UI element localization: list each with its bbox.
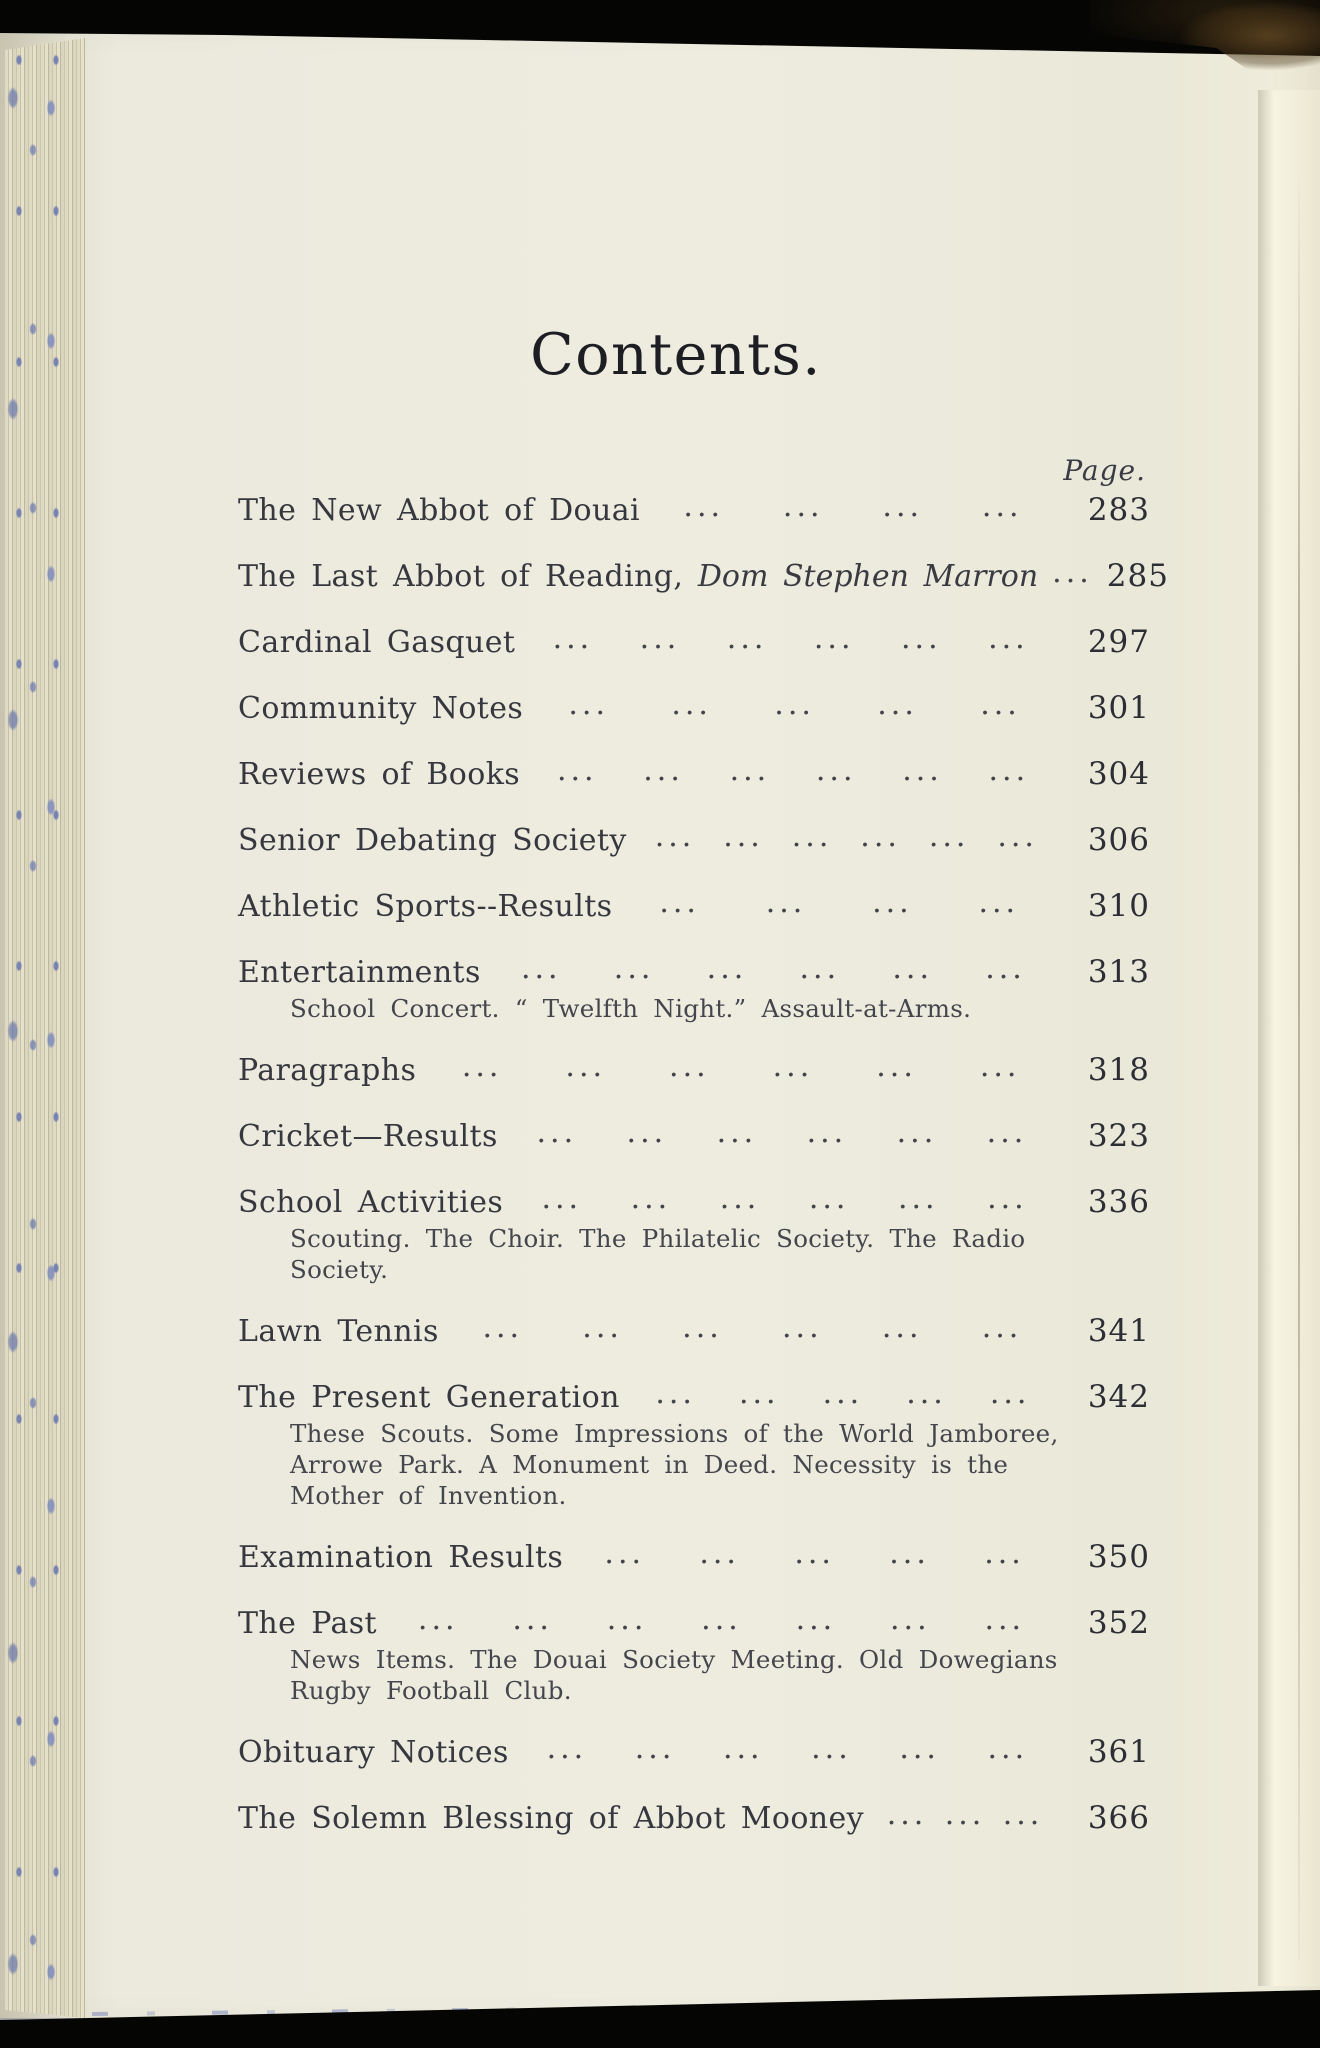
toc-entry-row — [238, 755, 1150, 794]
toc-leader-dots — [439, 1310, 1066, 1351]
toc-entry-page-number: 350 — [1087, 1539, 1150, 1575]
toc-entry — [238, 491, 1150, 530]
toc-entry — [238, 1378, 1150, 1511]
leader-dot-group: ... — [654, 819, 696, 854]
leader-dot-group: ... — [659, 885, 700, 920]
toc-entry-row — [238, 623, 1150, 662]
toc-entry-page-number: 361 — [1087, 1734, 1150, 1770]
toc-entry — [238, 821, 1150, 860]
leader-dot-group: ... — [881, 1310, 923, 1345]
toc-leader-dots — [377, 1602, 1066, 1643]
toc-entry-row — [238, 1051, 1150, 1090]
toc-entry-label: Athletic Sports--Results — [238, 889, 613, 924]
toc-entry-label: Examination Results — [238, 1540, 564, 1575]
toc-leader-dots — [1038, 555, 1107, 596]
toc-entry — [238, 887, 1150, 926]
toc-entry-page-number: 323 — [1087, 1118, 1150, 1154]
leader-dot-group: ... — [417, 1602, 459, 1637]
leader-dot-group: ... — [726, 621, 768, 656]
toc-entry-label: Obituary Notices — [238, 1735, 509, 1770]
leader-dot-group: ... — [860, 819, 901, 854]
toc-entry — [238, 1051, 1150, 1090]
toc-entry-page-number: 285 — [1106, 558, 1169, 594]
toc-entry — [238, 689, 1150, 728]
toc-entry-page-number: 301 — [1087, 690, 1150, 726]
toc-entry-row — [238, 1117, 1150, 1156]
page-column-header: Page. — [1063, 454, 1146, 487]
toc-leader-dots — [416, 1049, 1066, 1090]
leader-dot-group: ... — [886, 1797, 928, 1832]
leader-dot-group: ... — [604, 1536, 646, 1571]
leader-dot-group: ... — [987, 1181, 1028, 1216]
toc-entry-label: Cardinal Gasquet — [238, 625, 516, 660]
toc-entry-row — [238, 1799, 1150, 1838]
toc-leader-dots — [612, 885, 1066, 926]
leader-dot-group: ... — [520, 951, 562, 986]
toc-entry — [238, 1183, 1150, 1285]
leader-dot-group: ... — [896, 1115, 938, 1150]
leader-dot-group: ... — [655, 1376, 696, 1411]
toc-entry-label: Cricket—Results — [238, 1119, 498, 1154]
leader-dot-group: ... — [889, 1536, 930, 1571]
toc-entry-row — [238, 1183, 1150, 1222]
toc-entry-row — [238, 491, 1150, 530]
stacked-page-edges — [5, 38, 85, 2018]
toc-subtext-line: These Scouts. Some Impressions of the World Jamboree, — [290, 1419, 1059, 1448]
leader-dot-group: ... — [701, 1602, 742, 1637]
toc-list — [238, 489, 1169, 1838]
toc-entry-subtext — [238, 1418, 1150, 1511]
leader-dot-group: ... — [984, 1602, 1026, 1637]
leader-dot-group: ... — [906, 1376, 947, 1411]
leader-dot-group: ... — [890, 1602, 931, 1637]
leader-dot-group: ... — [719, 1181, 761, 1216]
leader-dot-group: ... — [634, 1731, 676, 1766]
toc-leader-dots — [563, 1536, 1066, 1577]
toc-entry-label: Entertainments — [238, 955, 481, 990]
leader-dot-group: ... — [606, 1602, 648, 1637]
leader-dot-group: ... — [565, 1049, 607, 1084]
leader-dot-group: ... — [897, 1181, 939, 1216]
book-page — [0, 30, 1320, 2020]
leader-dot-group: ... — [901, 621, 942, 656]
toc-subtext-line: Arrowe Park. A Monument in Deed. Necessity is the — [290, 1450, 1009, 1479]
toc-entry-row — [238, 1538, 1150, 1577]
leader-dot-group: ... — [876, 1049, 917, 1084]
leader-dot-group: ... — [791, 819, 833, 854]
leader-dot-group: ... — [706, 951, 748, 986]
leader-dot-group: ... — [582, 1310, 623, 1345]
leader-dot-group: ... — [987, 1731, 1029, 1766]
toc-leader-dots — [523, 687, 1066, 728]
leader-dot-group: ... — [795, 1602, 837, 1637]
leader-dot-group: ... — [981, 1310, 1023, 1345]
leader-dot-group: ... — [772, 1049, 814, 1084]
toc-entry-page-number: 341 — [1087, 1313, 1150, 1349]
leader-dot-group: ... — [683, 489, 725, 524]
leader-dot-group: ... — [799, 951, 841, 986]
leader-dot-group: ... — [738, 1376, 780, 1411]
toc-entry-page-number: 366 — [1087, 1800, 1150, 1836]
toc-entry-label: The Last Abbot of Reading, — [238, 559, 684, 594]
leader-dot-group: ... — [699, 1536, 740, 1571]
toc-entry-page-number: 310 — [1087, 888, 1150, 924]
leader-dot-group: ... — [806, 1115, 848, 1150]
leader-dot-group: ... — [794, 1536, 835, 1571]
leader-dot-group: ... — [944, 1797, 986, 1832]
toc-subtext-line: Scouting. The Choir. The Philatelic Society. The Radio — [290, 1224, 1026, 1253]
toc-leader-dots — [864, 1797, 1066, 1838]
toc-entry — [238, 1117, 1150, 1156]
leader-dot-group: ... — [546, 1731, 588, 1766]
leader-dot-group: ... — [980, 687, 1021, 722]
toc-leader-dots — [620, 1376, 1066, 1417]
toc-entry-row — [238, 1733, 1150, 1772]
toc-entry-row — [238, 689, 1150, 728]
toc-subtext-line: School Concert. “ Twelfth Night.” Assault-at-Arms. — [290, 994, 972, 1023]
leader-dot-group: ... — [808, 1181, 850, 1216]
toc-entry-page-number: 336 — [1087, 1184, 1150, 1220]
leader-dot-group: ... — [984, 1536, 1025, 1571]
toc-entry-row — [238, 1378, 1150, 1417]
leader-dot-group: ... — [568, 687, 609, 722]
toc-entry — [238, 623, 1150, 662]
leader-dot-group: ... — [1002, 1797, 1044, 1832]
leader-dot-group: ... — [985, 951, 1026, 986]
leader-dot-group: ... — [556, 753, 598, 788]
leader-dot-group: ... — [928, 819, 970, 854]
leader-dot-group: ... — [979, 1049, 1021, 1084]
toc-entry-row — [238, 821, 1150, 860]
leader-dot-group: ... — [822, 1376, 864, 1411]
toc-entry-label: The Past — [238, 1606, 377, 1641]
leader-dot-group: ... — [774, 687, 815, 722]
toc-entry-page-number: 313 — [1087, 954, 1150, 990]
toc-entry-page-number: 352 — [1087, 1605, 1150, 1641]
toc-entry — [238, 555, 1169, 596]
leader-dot-group: ... — [981, 489, 1023, 524]
toc-leader-dots — [520, 753, 1066, 794]
leader-dot-group: ... — [729, 753, 771, 788]
toc-entry-row — [238, 1604, 1150, 1643]
leader-dot-group: ... — [722, 1731, 764, 1766]
leader-dot-group: ... — [613, 951, 655, 986]
toc-entry-row — [238, 555, 1169, 596]
toc-entry-label: The Solemn Blessing of Abbot Mooney — [238, 1801, 865, 1836]
toc-entry-page-number: 283 — [1087, 492, 1150, 528]
toc-entry-page-number: 318 — [1087, 1052, 1150, 1088]
toc-entry — [238, 953, 1150, 1024]
toc-entry-page-number: 342 — [1087, 1379, 1150, 1415]
leader-dot-group: ... — [643, 753, 684, 788]
leader-dot-group: ... — [988, 753, 1030, 788]
toc-entry-label: Lawn Tennis — [238, 1314, 439, 1349]
toc-entry — [238, 755, 1150, 794]
toc-leader-dots — [509, 1731, 1066, 1772]
page-crease — [1298, 160, 1300, 1960]
leader-dot-group: ... — [811, 1731, 852, 1766]
leader-dot-group: ... — [461, 1049, 503, 1084]
toc-subtext-line: News Items. The Douai Society Meeting. Old Dowegians — [290, 1645, 1058, 1674]
leader-dot-group: ... — [639, 621, 681, 656]
leader-dot-group: ... — [997, 819, 1038, 854]
leader-dot-group: ... — [988, 621, 1029, 656]
toc-entry-subtext — [238, 1223, 1150, 1285]
toc-leader-dots — [627, 819, 1066, 860]
toc-entry-subtext — [238, 1644, 1150, 1706]
toc-entry — [238, 1312, 1150, 1351]
toc-entry — [238, 1538, 1150, 1577]
leader-dot-group: ... — [782, 489, 824, 524]
leader-dot-group: ... — [716, 1115, 758, 1150]
leader-dot-group: ... — [815, 753, 857, 788]
toc-entry-label: School Activities — [238, 1185, 504, 1220]
leader-dot-group: ... — [986, 1115, 1028, 1150]
leader-dot-group: ... — [669, 1049, 710, 1084]
leader-dot-group: ... — [902, 753, 943, 788]
leader-dot-group: ... — [723, 819, 764, 854]
leader-dot-group: ... — [671, 687, 712, 722]
leader-dot-group: ... — [813, 621, 855, 656]
toc-entry-row — [238, 953, 1150, 992]
table-of-contents — [238, 322, 1169, 1865]
toc-entry — [238, 1733, 1150, 1772]
toc-entry-label: The New Abbot of Douai — [238, 493, 640, 528]
leader-dot-group: ... — [512, 1602, 553, 1637]
toc-entry-label-italic: Dom Stephen Marron — [683, 559, 1039, 594]
leader-dot-group: ... — [536, 1115, 578, 1150]
toc-entry — [238, 1604, 1150, 1706]
leader-dot-group: ... — [989, 1376, 1031, 1411]
toc-entry-subtext — [238, 993, 1150, 1024]
toc-subtext-line: Mother of Invention. — [290, 1481, 567, 1510]
toc-subtext-line: Society. — [290, 1255, 389, 1284]
leader-dot-group: ... — [541, 1181, 583, 1216]
toc-entry-row — [238, 887, 1150, 926]
toc-subtext-line: Rugby Football Club. — [290, 1676, 572, 1705]
toc-entry-label: Community Notes — [238, 691, 524, 726]
leader-dot-group: ... — [978, 885, 1020, 920]
toc-entry-label: Paragraphs — [238, 1053, 417, 1088]
toc-entry-page-number: 304 — [1087, 756, 1150, 792]
page-title: Contents. — [530, 322, 822, 388]
toc-entry-label: Senior Debating Society — [238, 823, 627, 858]
leader-dot-group: ... — [782, 1310, 823, 1345]
leader-dot-group: ... — [899, 1731, 940, 1766]
toc-leader-dots — [640, 489, 1066, 530]
leader-dot-group: ... — [872, 885, 913, 920]
toc-entry-page-number: 297 — [1087, 624, 1150, 660]
toc-leader-dots — [481, 951, 1066, 992]
toc-leader-dots — [515, 621, 1066, 662]
toc-leader-dots — [503, 1181, 1066, 1222]
leader-dot-group: ... — [1052, 555, 1093, 590]
toc-leader-dots — [498, 1115, 1066, 1156]
toc-entry-label: Reviews of Books — [238, 757, 521, 792]
leader-dot-group: ... — [765, 885, 807, 920]
leader-dot-group: ... — [552, 621, 594, 656]
leader-dot-group: ... — [877, 687, 918, 722]
leader-dot-group: ... — [630, 1181, 672, 1216]
toc-entry — [238, 1799, 1150, 1838]
toc-entry-page-number: 306 — [1087, 822, 1150, 858]
toc-entry-row — [238, 1312, 1150, 1351]
leader-dot-group: ... — [682, 1310, 723, 1345]
facing-page-fore-edge — [1258, 90, 1320, 1986]
toc-entry-label: The Present Generation — [238, 1380, 620, 1415]
leader-dot-group: ... — [626, 1115, 668, 1150]
leader-dot-group: ... — [482, 1310, 524, 1345]
leader-dot-group: ... — [882, 489, 924, 524]
leader-dot-group: ... — [892, 951, 933, 986]
